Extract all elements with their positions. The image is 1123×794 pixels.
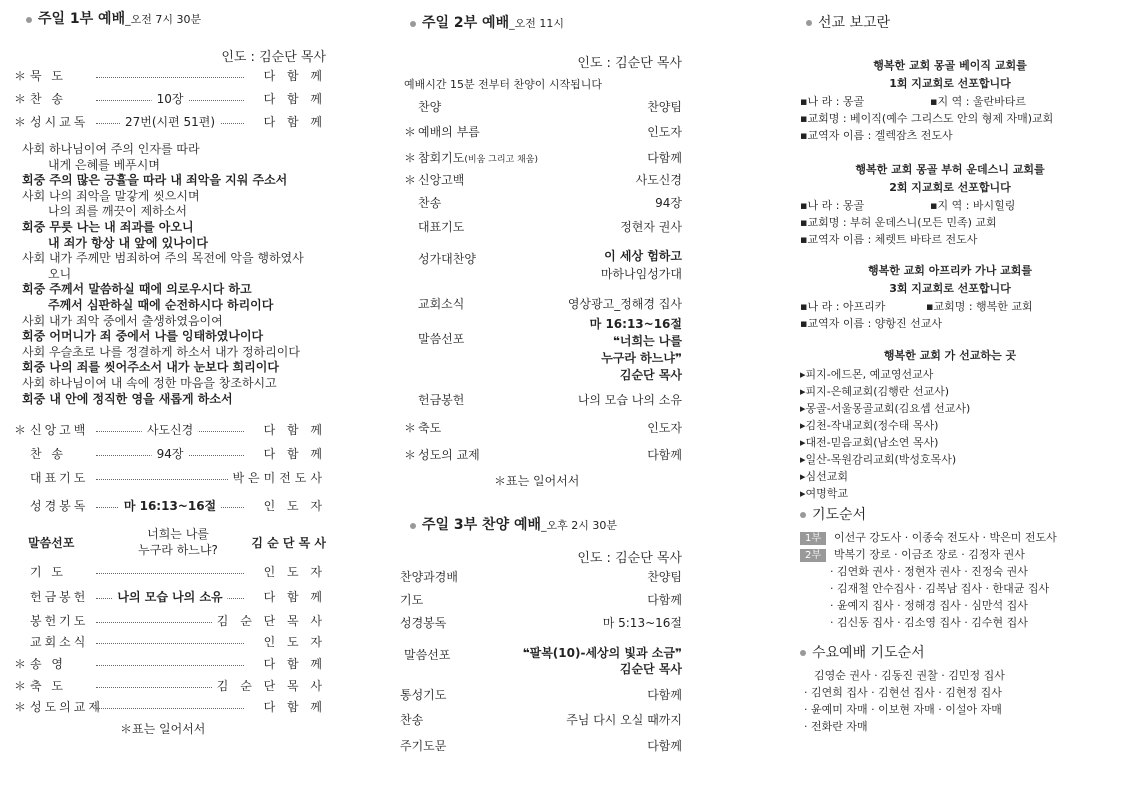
wednesday-row: · 김연희 집사 · 김현선 집사 · 김현정 집사 [804,686,1002,699]
order-top-right: 다 함 께 [260,113,326,131]
order-top-row [14,113,326,131]
sermon-title [118,526,238,558]
order-mid-row [14,469,326,487]
prayer-badge-1: 1부 [800,532,826,545]
mission-2-church: ▪교회명 : 부허 운데스니(모든 민족) 교회 [800,216,997,229]
mission-column [800,0,1100,794]
order-2-star: ＊ [404,173,417,187]
order-bottom-row [14,588,326,606]
news-label: 교회소식 [418,297,465,311]
order-bottom-right: 인 도 자 [260,633,326,651]
first-service-heading [26,8,201,28]
mission-3-country: ▪나 라 : 아프리카 [800,300,886,313]
mission-place: ▸여명학교 [800,487,849,500]
order-2-label: 예배의 부름 [418,125,480,139]
order-top-value: 10장 [152,90,189,108]
bullet-dot-icon [806,20,812,26]
wednesday-list [804,668,1100,736]
order-mid-row [14,445,326,463]
mission-2-declare: 2회 지교회로 선포합니다 [889,181,1011,194]
order-mid-star: ＊ [14,423,27,437]
responsive-line: 회중 주의 많은 긍휼을 따라 내 죄악을 지워 주소서 [22,173,288,188]
mission-1-declare: 1회 지교회로 선포합니다 [889,77,1011,90]
praise-label: 찬양과경배 [400,570,458,584]
praise-sermon-label: 말씀선포 [404,648,451,662]
sermon-info-2 [590,316,682,384]
order-bottom-label: 헌금봉헌 [30,590,89,604]
praise-row [398,614,682,632]
mission-3-church: ▪교회명 : 행복한 교회 [926,300,1033,313]
order-2-right: 정현자 권사 [620,220,682,234]
sermon-title-b: 누구라 하느냐❞ [601,351,682,365]
sermon-title-a: ❝너희는 나를 [612,334,682,348]
praise-label: 기도 [400,593,424,607]
order-2-row [398,123,682,141]
second-service-column [398,0,682,794]
sermon-title-line2: 누구라 하느냐? [138,543,218,557]
mission-2-minister: ▪교역자 이름 : 체렛트 바타르 전도사 [800,233,978,246]
praise-label: 주기도문 [400,739,447,753]
responsive-line: 사회 하나님이여 주의 인자를 따라 [22,142,200,156]
order-2-row [398,98,682,116]
order-2-star: ＊ [404,151,417,165]
praise-right: 다함께 [647,739,682,753]
praise-label: 성경봉독 [400,616,447,630]
order-bottom-leader [96,573,244,574]
order-2-row [398,149,682,167]
closing-star: ＊ [404,421,417,435]
mission-place: ▸몽골-서울몽골교회(김요셉 선교사) [800,402,971,415]
mission-2-region: ▪지 역 : 바시힐링 [930,199,1016,212]
sermon-preacher: 김 순 단 목 사 [251,536,326,550]
mission-place: ▸심선교회 [800,470,849,483]
order-mid-leader [96,479,244,480]
prayer-extra: · 김연화 권사 · 정현자 권사 · 진정숙 권사 [830,565,1028,578]
closing-label: 축도 [418,421,442,435]
mission-1-minister: ▪교역자 이름 : 겔렉잠츠 전도사 [800,129,953,142]
praise-right: 마 5:13~16절 [602,616,682,630]
responsive-line: 내 죄가 항상 내 앞에 있나이다 [48,235,208,250]
order-mid-right: 다 함 께 [260,445,326,463]
prayer-title: 기도순서 [812,507,867,523]
order-bottom-right: 다 함 께 [260,655,326,673]
order-mid-value: 마 16:13~16절 [119,497,221,515]
order-2-label: 찬양 [418,100,442,114]
mission-heading [806,16,890,31]
order-bottom-right: 다 함 께 [260,698,326,716]
mission-report-1 [800,58,1100,143]
sermon-label: 말씀선포 [28,536,75,550]
wednesday-title: 수요예배 기도순서 [812,645,925,661]
order-bottom-row [14,612,326,630]
praise-service-title: 주일 3부 찬양 예배 [422,517,542,533]
order-mid-label: 찬 송 [30,447,66,461]
bullet-dot-icon [26,17,32,23]
praise-row [398,711,682,729]
mission-place: ▸피지-에드몬, 예교영선교사 [800,368,934,381]
order-bottom-row [14,677,326,695]
order-bottom-star: ＊ [14,657,27,671]
responsive-line: 회중 내 안에 정직한 영을 새롭게 하소서 [22,391,233,406]
wednesday-row: · 윤예미 자매 · 이보현 자매 · 이설아 자매 [804,703,1002,716]
mission-places-list [800,367,1100,503]
mission-title: 선교 보고란 [818,15,891,31]
order-mid-row [14,421,326,439]
order-2-label: 대표기도 [418,220,465,234]
order-bottom-star: ＊ [14,679,27,693]
mission-place: ▸피지-은혜교회(김행란 선교사) [800,385,950,398]
praise-right: 다함께 [647,593,682,607]
responsive-line: 주께서 심판하실 때에 순전하시다 하리이다 [48,298,274,312]
order-top-right: 다 함 께 [260,67,326,85]
choir-info [601,247,682,283]
responsive-line: 사회 하나님이여 내 속에 정한 마음을 창조하시고 [22,376,277,390]
order-mid-value: 사도신경 [142,421,198,439]
praise-sermon-title: ❝팔복(10)-세상의 빛과 소금❞ [522,646,682,660]
sermon-label-2: 말씀선포 [418,332,465,346]
order-mid-row [14,497,326,515]
wednesday-row: 김영순 권사 · 김동진 권찰 · 김민정 집사 [814,669,1005,682]
mission-places [800,348,1100,503]
order-bottom-right: 김 순 단 목 사 [213,612,326,630]
prayer-extra: · 김재철 안수집사 · 김복남 집사 · 한대균 집사 [830,582,1050,595]
prayer-extra: · 윤예지 집사 · 정해경 집사 · 심만석 집사 [830,599,1028,612]
mission-1-church: ▪교회명 : 베이직(예수 그리스도 안의 형제 자매)교회 [800,112,1054,125]
praise-row [398,737,682,755]
mission-3-declare: 3회 지교회로 선포합니다 [889,282,1011,295]
responsive-line: 오니 [48,266,72,281]
order-top-row [14,90,326,108]
mission-places-head: 행복한 교회 가 선교하는 곳 [883,349,1017,362]
order-mid-label: 성경봉독 [30,499,89,513]
order-bottom-value: 나의 모습 나의 소유 [112,588,227,606]
praise-row [398,568,682,586]
responsive-line: 회중 무릇 나는 내 죄과를 아오니 [22,220,194,234]
order-mid-label: 신앙고백 [30,423,89,437]
mission-report-3 [800,263,1100,331]
order-mid-value: 94장 [152,445,189,463]
order-bottom-right: 다 함 께 [260,588,326,606]
second-service-time: _오전 11시 [509,17,564,30]
order-2-right: 다함께 [647,151,682,165]
closing-star: ＊ [404,448,417,462]
bullet-dot-icon [800,650,806,656]
order-bottom-right: 김 순 단 목 사 [213,677,326,695]
order-2-row [398,194,682,212]
responsive-line: 회중 주께서 말씀하실 때에 의로우시다 하고 [22,282,252,297]
first-service-column [14,0,326,794]
mission-place: ▸일산-목원감리교회(박성호목사) [800,453,957,466]
prayer-list [800,530,1100,632]
mission-2-country: ▪나 라 : 몽골 [800,199,865,212]
responsive-line: 사회 내가 죄악 중에서 출생하였음이여 [22,313,223,328]
order-2-note: (비움 그리고 채움) [464,155,538,165]
responsive-line: 나의 죄를 깨끗이 제하소서 [48,204,187,219]
mission-1-country: ▪나 라 : 몽골 [800,95,865,108]
closing-right: 인도자 [647,421,682,435]
responsive-line: 사회 나의 죄악을 말갛게 씻으시며 [22,188,200,203]
praise-service-time: _오후 2시 30분 [541,519,618,532]
prayer-row-2: 박복기 장로 · 이금조 장로 · 김정자 권사 [834,548,1025,561]
order-bottom-label: 기 도 [30,565,66,579]
sermon-preacher-2: 김순단 목사 [619,368,682,382]
prayer-badge-2: 2부 [800,549,826,562]
first-service-title: 주일 1부 예배 [38,11,126,27]
praise-start-note: 예배시간 15분 전부터 찬양이 시작됩니다 [404,78,602,91]
responsive-line: 사회 내가 주께만 범죄하여 주의 목전에 악을 행하였사 [22,251,304,266]
order-2-row [398,218,682,236]
order-top-star: ＊ [14,115,27,129]
choir-song: 이 세상 험하고 [604,249,682,263]
responsive-line: 내게 은혜를 베푸시며 [48,157,160,172]
order-top-label: 묵 도 [30,69,66,83]
wednesday-heading [800,646,925,661]
order-mid-right: 다 함 께 [260,421,326,439]
order-bottom-leader [96,708,244,709]
order-2-right: 사도신경 [635,173,682,187]
prayer-heading [800,508,866,523]
praise-label: 찬송 [400,713,424,727]
bullet-dot-icon [800,512,806,518]
praise-row [398,591,682,609]
order-2-right: 인도자 [647,125,682,139]
second-service-title: 주일 2부 예배 [422,15,510,31]
order-bottom-label: 송 영 [30,657,66,671]
order-2-right: 94장 [655,196,682,210]
praise-row [398,686,682,704]
prayer-row-1: 이선구 강도사 · 이종숙 전도사 · 박은미 전도사 [834,531,1057,544]
praise-right: 찬양팀 [647,570,682,584]
sermon-scripture: 마 16:13~16절 [589,317,682,331]
responsive-line: 회중 어머니가 죄 중에서 나를 잉태하였나이다 [22,329,264,344]
order-bottom-right: 인 도 자 [260,563,326,581]
mission-2-head: 행복한 교회 몽골 부허 운데스니 교회를 [855,163,1045,176]
order-mid-right: 인 도 자 [260,497,326,515]
order-2-row [398,171,682,189]
order-bottom-row [14,633,326,651]
mission-report-2 [800,162,1100,247]
first-service-time: _오전 7시 30분 [125,13,202,26]
order-mid-label: 대표기도 [30,471,89,485]
offering-song: 나의 모습 나의 소유 [577,393,682,407]
order-2-right: 찬양팀 [647,100,682,114]
order-bottom-row [14,655,326,673]
standing-note: ＊표는 일어서서 [120,722,206,736]
order-bottom-row [14,563,326,581]
order-2-label: 신앙고백 [418,173,465,187]
order-top-star: ＊ [14,92,27,106]
news-info: 영상광고_정해경 집사 [567,297,682,311]
order-top-label: 찬 송 [30,92,66,106]
mission-3-minister: ▪교역자 이름 : 양항진 선교사 [800,317,943,330]
praise-label: 통성기도 [400,688,447,702]
order-bottom-row [14,698,326,716]
closing-row [398,419,682,437]
order-bottom-label: 교회소식 [30,635,89,649]
praise-leader: 인도 : 김순단 목사 [577,551,682,566]
choir-label: 성가대찬양 [418,252,476,266]
order-mid-right: 박은미전도사 [228,469,326,487]
second-service-heading [410,12,564,32]
praise-sermon-preacher: 김순단 목사 [619,662,682,676]
praise-right: 주님 다시 오실 때까지 [566,713,682,727]
order-top-row [14,67,326,85]
order-top-leader [96,77,244,78]
order-top-right: 다 함 께 [260,90,326,108]
closing-right: 다함께 [647,448,682,462]
closing-label: 성도의 교제 [418,448,480,462]
mission-1-head: 행복한 교회 몽골 베이직 교회를 [873,59,1027,72]
order-bottom-leader [96,665,244,666]
responsive-line: 사회 우슬초로 나를 정결하게 하소서 내가 정하리이다 [22,344,300,359]
wednesday-row: · 전화란 자매 [804,720,868,733]
order-top-value: 27번(시편 51편) [120,113,220,131]
prayer-more [800,564,1100,632]
praise-right: 다함께 [647,688,682,702]
mission-place: ▸김천-작내교회(정수태 목사) [800,419,939,432]
order-bottom-label: 축 도 [30,679,66,693]
order-2-star: ＊ [404,125,417,139]
order-bottom-label: 성도의교제 [30,700,103,714]
bullet-dot-icon [410,523,416,529]
mission-3-head: 행복한 교회 아프리카 가나 교회를 [867,264,1033,277]
order-top-star: ＊ [14,69,27,83]
sermon-title-line1: 너희는 나를 [147,527,209,541]
praise-sermon-info [523,645,682,677]
responsive-line: 회중 나의 죄를 씻어주소서 내가 눈보다 희리이다 [22,360,279,375]
order-bottom-leader [96,643,244,644]
prayer-extra: · 김신동 집사 · 김소영 집사 · 김수현 집사 [830,616,1028,629]
mission-1-region: ▪지 역 : 울란바타르 [930,95,1027,108]
choir-name: 마하나임성가대 [600,267,682,281]
closing-row [398,446,682,464]
order-top-label: 성시교독 [30,115,89,129]
offering-label: 헌금봉헌 [418,393,465,407]
bullet-dot-icon [410,21,416,27]
order-bottom-label: 봉헌기도 [30,614,89,628]
first-service-leader: 인도 : 김순단 목사 [221,50,326,65]
order-2-label: 찬송 [418,196,442,210]
order-bottom-star: ＊ [14,700,27,714]
praise-service-heading [410,514,617,534]
second-service-leader: 인도 : 김순단 목사 [577,56,682,71]
standing-note-2: ＊표는 일어서서 [494,474,580,488]
mission-place: ▸대전-믿음교회(남소연 목사) [800,436,939,449]
order-2-label: 참회기도(비움 그리고 채움) [418,151,538,165]
